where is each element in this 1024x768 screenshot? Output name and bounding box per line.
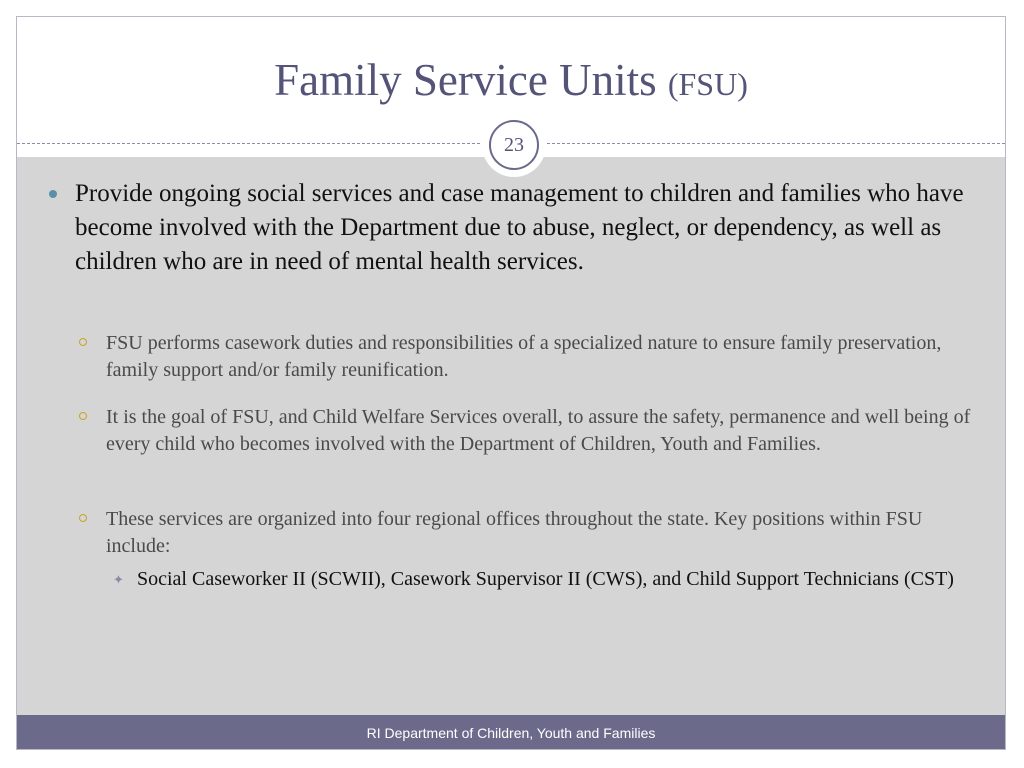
slide-title bbox=[17, 53, 1005, 111]
hollow-circle-bullet-icon bbox=[79, 514, 87, 522]
slide-title-main: Family Service Units bbox=[274, 55, 668, 105]
footer-bar bbox=[17, 715, 1005, 749]
page-number-badge: 23 bbox=[489, 120, 539, 170]
hollow-circle-bullet-icon bbox=[79, 338, 87, 346]
footer-text: RI Department of Children, Youth and Families bbox=[366, 725, 656, 741]
sub-bullet bbox=[106, 506, 986, 560]
slide-title-abbr: (FSU) bbox=[667, 66, 748, 102]
sub-bullet bbox=[106, 404, 986, 458]
main-bullet bbox=[75, 177, 975, 279]
sub-bullet-text: It is the goal of FSU, and Child Welfare Services overall, to assure the safety, permanence and well being of every child who becomes involved with the Department of Children, Youth and Families. bbox=[106, 406, 971, 455]
four-point-star-bullet-icon: ✦ bbox=[113, 573, 124, 588]
slide bbox=[16, 16, 1006, 750]
sub-bullet-text: These services are organized into four regional offices throughout the state. Key positions within FSU include: bbox=[106, 508, 923, 557]
hollow-circle-bullet-icon bbox=[79, 412, 87, 420]
main-bullet-text: Provide ongoing social services and case management to children and families who have become involved with the Department due to abuse, neglect, or dependency, as well as children who are in need of mental health services. bbox=[75, 180, 964, 275]
sub-bullet bbox=[106, 330, 986, 384]
filled-circle-bullet-icon bbox=[49, 190, 57, 198]
sub-sub-bullet-text: Social Caseworker II (SCWII), Casework Supervisor II (CWS), and Child Support Technicians (CST) bbox=[137, 568, 954, 590]
sub-bullet-text: FSU performs casework duties and responsibilities of a specialized nature to ensure family preservation, family support and/or family reunification. bbox=[106, 332, 942, 381]
sub-sub-bullet bbox=[113, 566, 977, 593]
